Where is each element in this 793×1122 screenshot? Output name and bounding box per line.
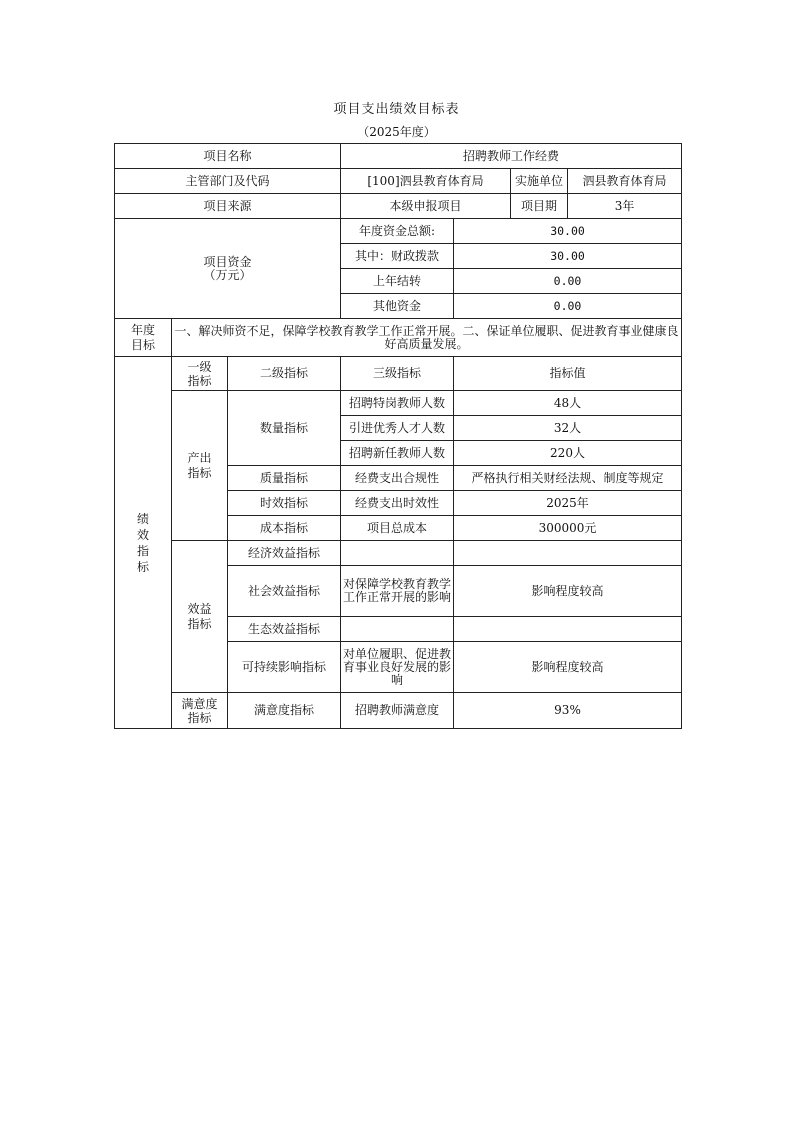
indicator-value: 2025年 [454,491,682,516]
indicator-value: 影响程度较高 [454,642,682,693]
funds-label-line1: 项目资金 [203,254,252,269]
indicator-name: 招聘特岗教师人数 [341,391,454,416]
benefit-indicators-label: 效益指标 [172,541,228,693]
indicator-value: 32人 [454,416,682,441]
source-label: 项目来源 [115,194,341,219]
quantity-indicator-label: 数量指标 [228,391,341,466]
indicator-value [454,541,682,566]
indicator-value [454,617,682,642]
period-label: 项目期 [511,194,568,219]
fund-label: 上年结转 [341,269,454,294]
ecological-indicator-label: 生态效益指标 [228,617,341,642]
indicator-name [341,541,454,566]
performance-table [114,143,682,729]
period-value: 3年 [568,194,682,219]
department-label: 主管部门及代码 [115,169,341,194]
cost-indicator-label: 成本指标 [228,516,341,541]
indicator-name: 引进优秀人才人数 [341,416,454,441]
department-value: [100]泗县教育体育局 [341,169,511,194]
level3-header: 三级指标 [341,357,454,391]
level2-header: 二级指标 [228,357,341,391]
satisfaction-indicators-label: 满意度指标 [172,693,228,729]
indicator-row [115,693,682,729]
fund-value: 0.00 [454,269,682,294]
fund-value: 0.00 [454,294,682,319]
project-name-label: 项目名称 [115,144,341,169]
indicator-name: 经费支出合规性 [341,466,454,491]
goal-label-text: 年度目标 [130,322,155,352]
indicator-name: 招聘教师满意度 [341,693,454,729]
project-name-row [115,144,682,169]
output-indicators-label: 产出指标 [172,391,228,541]
indicator-name: 对单位履职、促进教育事业良好发展的影响 [341,642,454,693]
indicator-name: 经费支出时效性 [341,491,454,516]
satisfaction-level2-label: 满意度指标 [228,693,341,729]
indicator-value: 300000元 [454,516,682,541]
economic-indicator-label: 经济效益指标 [228,541,341,566]
fund-label: 其他资金 [341,294,454,319]
impl-unit-label: 实施单位 [511,169,568,194]
social-indicator-label: 社会效益指标 [228,566,341,617]
source-value: 本级申报项目 [341,194,511,219]
goal-label [115,319,172,357]
quality-indicator-label: 质量指标 [228,466,341,491]
indicator-row [115,541,682,566]
funds-label [115,219,341,319]
source-row [115,194,682,219]
indicator-name: 招聘新任教师人数 [341,441,454,466]
indicator-value: 影响程度较高 [454,566,682,617]
performance-indicators-label: 绩效指标 [115,357,172,729]
timeliness-indicator-label: 时效指标 [228,491,341,516]
fund-row [115,219,682,244]
indicator-value: 48人 [454,391,682,416]
funds-label-line2: （万元） [203,267,252,282]
page-subtitle: （2025年度） [357,125,436,139]
sustainable-indicator-label: 可持续影响指标 [228,642,341,693]
indicator-header-row [115,357,682,391]
indicator-row [115,391,682,416]
impl-unit-value: 泗县教育体育局 [568,169,682,194]
value-header: 指标值 [454,357,682,391]
indicator-name: 对保障学校教育教学工作正常开展的影响 [341,566,454,617]
indicator-value: 220人 [454,441,682,466]
fund-value: 30.00 [454,244,682,269]
project-name-value: 招聘教师工作经费 [341,144,682,169]
fund-value: 30.00 [454,219,682,244]
level1-header: 一级指标 [172,357,228,391]
department-row [115,169,682,194]
indicator-value: 93% [454,693,682,729]
indicator-name: 项目总成本 [341,516,454,541]
fund-label: 其中：财政拨款 [341,244,454,269]
fund-label: 年度资金总额: [341,219,454,244]
goal-text: 一、解决师资不足，保障学校教育教学工作正常开展。二、保证单位履职、促进教育事业健康良好高质量发展。 [172,319,682,357]
page-title: 项目支出绩效目标表 [333,102,460,117]
goal-row [115,319,682,357]
indicator-name [341,617,454,642]
indicator-value: 严格执行相关财经法规、制度等规定 [454,466,682,491]
